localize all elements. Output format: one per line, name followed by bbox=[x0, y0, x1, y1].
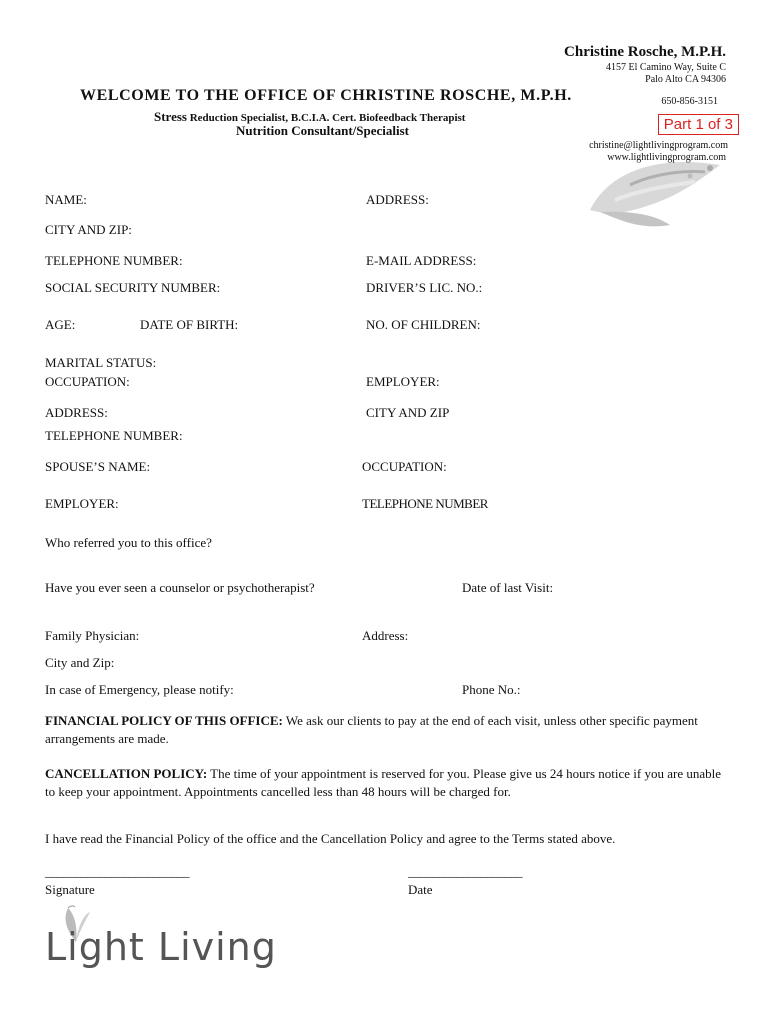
address-label: ADDRESS: bbox=[366, 192, 429, 207]
page-title: WELCOME TO THE OFFICE OF CHRISTINE ROSCHE, M.P.H. bbox=[80, 87, 572, 104]
office-email: christine@lightlivingprogram.com bbox=[589, 140, 728, 151]
cancellation-policy-label: CANCELLATION POLICY: bbox=[45, 766, 208, 781]
spouse-name-label: SPOUSE’S NAME: bbox=[45, 459, 151, 474]
date-of-birth-label: DATE OF BIRTH: bbox=[140, 317, 239, 332]
referred-label: Who referred you to this office? bbox=[45, 535, 212, 550]
marital-status-label: MARITAL STATUS: bbox=[45, 355, 157, 370]
children-label: NO. OF CHILDREN: bbox=[366, 317, 481, 332]
date-label: Date bbox=[408, 882, 433, 897]
counselor-label: Have you ever seen a counselor or psychotherapist? bbox=[45, 580, 315, 595]
spouse-employer-label: EMPLOYER: bbox=[45, 496, 119, 511]
name-label: NAME: bbox=[45, 192, 87, 207]
family-physician-label: Family Physician: bbox=[45, 628, 140, 643]
email-label: E-MAIL ADDRESS: bbox=[366, 253, 477, 268]
butterfly-watermark-icon bbox=[570, 150, 730, 240]
drivers-license-label: DRIVER’S LIC. NO.: bbox=[366, 280, 483, 295]
nutrition-title: Nutrition Consultant/Specialist bbox=[236, 123, 409, 138]
city-zip-label: CITY AND ZIP: bbox=[45, 222, 132, 237]
subtitle-lead: Stress bbox=[154, 109, 187, 124]
date-line[interactable]: ___________________ bbox=[408, 864, 522, 879]
office-website: www.lightlivingprogram.com bbox=[607, 152, 726, 163]
signature-label: Signature bbox=[45, 882, 95, 897]
office-address-line1: 4157 El Camino Way, Suite C bbox=[605, 62, 726, 73]
employer-address-label: ADDRESS: bbox=[45, 405, 108, 420]
age-label: AGE: bbox=[45, 317, 76, 332]
employer-city-zip-label: CITY AND ZIP bbox=[366, 405, 450, 420]
physician-address-label: Address: bbox=[362, 628, 409, 643]
part-badge: Part 1 of 3 bbox=[658, 114, 739, 135]
light-living-logo: Light Living bbox=[45, 925, 277, 969]
financial-policy-text: We ask our clients to pay at the end of each visit, unless other specific payment arrangements are made. bbox=[45, 713, 698, 746]
signature-line[interactable]: ________________________ bbox=[45, 864, 189, 879]
cancellation-policy bbox=[45, 765, 725, 801]
employer-telephone-label: TELEPHONE NUMBER: bbox=[45, 428, 183, 443]
subtitle-rest: Reduction Specialist, B.C.I.A. Cert. Biofeedback Therapist bbox=[186, 112, 466, 124]
spouse-occupation-label: OCCUPATION: bbox=[362, 459, 447, 474]
agreement-statement: I have read the Financial Policy of the office and the Cancellation Policy and agree to the Terms stated above. bbox=[45, 831, 616, 846]
cancellation-policy-text: The time of your appointment is reserved for you. Please give us 24 hours notice if you are unable to keep your appointment. Appointments cancelled less than 48 hours will be charged for. bbox=[45, 766, 722, 799]
spouse-telephone-label: TELEPHONE NUMBER bbox=[362, 496, 488, 511]
office-phone: 650-856-3151 bbox=[661, 96, 718, 107]
emergency-contact-label: In case of Emergency, please notify: bbox=[45, 682, 234, 697]
employer-label: EMPLOYER: bbox=[366, 374, 440, 389]
ssn-label: SOCIAL SECURITY NUMBER: bbox=[45, 280, 221, 295]
last-visit-label: Date of last Visit: bbox=[462, 580, 554, 595]
financial-policy bbox=[45, 712, 725, 748]
office-address-line2: Palo Alto CA 94306 bbox=[645, 74, 726, 85]
telephone-label: TELEPHONE NUMBER: bbox=[45, 253, 183, 268]
emergency-phone-label: Phone No.: bbox=[462, 682, 521, 697]
occupation-label: OCCUPATION: bbox=[45, 374, 130, 389]
financial-policy-label: FINANCIAL POLICY OF THIS OFFICE: bbox=[45, 713, 283, 728]
physician-city-zip-label: City and Zip: bbox=[45, 655, 115, 670]
practitioner-name: Christine Rosche, M.P.H. bbox=[564, 44, 726, 60]
